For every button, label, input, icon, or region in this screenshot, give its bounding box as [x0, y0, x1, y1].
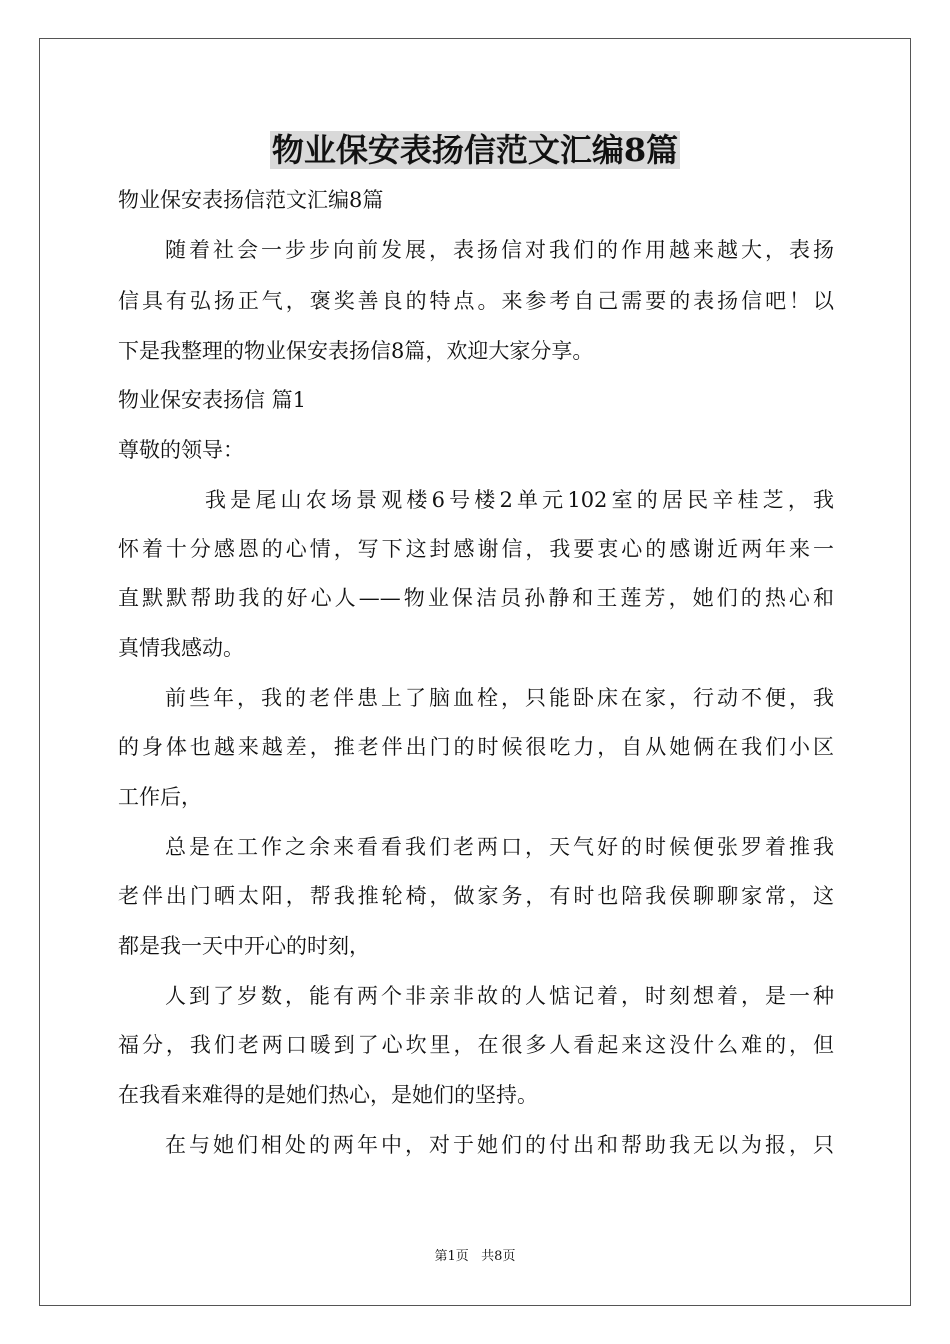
- body-line-13: 在我看来难得的是她们热心，是她们的坚持。: [118, 1083, 538, 1107]
- page-footer: 第1页 共8页: [434, 1249, 516, 1264]
- body-line-8: 总是在工作之余来看看我们老两口，天气好的时候便张罗着推我: [165, 835, 834, 859]
- body-line-7: 工作后，: [118, 785, 202, 809]
- body-line-2: 怀着十分感恩的心情，写下这封感谢信，我要衷心的感谢近两年来一: [118, 537, 834, 561]
- intro-line-1: 随着社会一步步向前发展，表扬信对我们的作用越来越大，表扬: [165, 238, 834, 262]
- body-line-12: 福分，我们老两口暖到了心坎里，在很多人看起来这没什么难的，但: [118, 1033, 834, 1057]
- body-line-1: 我是尾山农场景观楼6号楼2单元102室的居民辛桂芝，我: [205, 488, 834, 512]
- document-title-text: 物业保安表扬信范文汇编8篇: [271, 131, 679, 169]
- intro-line-2: 信具有弘扬正气，褒奖善良的特点。来参考自己需要的表扬信吧！以: [118, 289, 834, 313]
- subtitle-line: 物业保安表扬信范文汇编8篇: [118, 188, 384, 212]
- body-line-4: 真情我感动。: [118, 636, 244, 660]
- body-line-6: 的身体也越来越差，推老伴出门的时候很吃力，自从她俩在我们小区: [118, 735, 834, 759]
- salutation: 尊敬的领导：: [118, 438, 244, 462]
- body-line-14: 在与她们相处的两年中，对于她们的付出和帮助我无以为报，只: [165, 1133, 834, 1157]
- body-line-9: 老伴出门晒太阳，帮我推轮椅，做家务，有时也陪我侯聊聊家常，这: [118, 884, 834, 908]
- body-line-11: 人到了岁数，能有两个非亲非故的人惦记着，时刻想着，是一种: [165, 984, 834, 1008]
- body-line-3: 直默默帮助我的好心人——物业保洁员孙静和王莲芳，她们的热心和: [118, 586, 834, 610]
- section-heading: 物业保安表扬信 篇1: [118, 388, 307, 412]
- intro-line-3: 下是我整理的物业保安表扬信8篇，欢迎大家分享。: [118, 339, 594, 363]
- document-title: [0, 128, 950, 172]
- body-line-5: 前些年，我的老伴患上了脑血栓，只能卧床在家，行动不便，我: [165, 686, 834, 710]
- body-line-10: 都是我一天中开心的时刻，: [118, 934, 370, 958]
- page-border: [39, 38, 911, 1306]
